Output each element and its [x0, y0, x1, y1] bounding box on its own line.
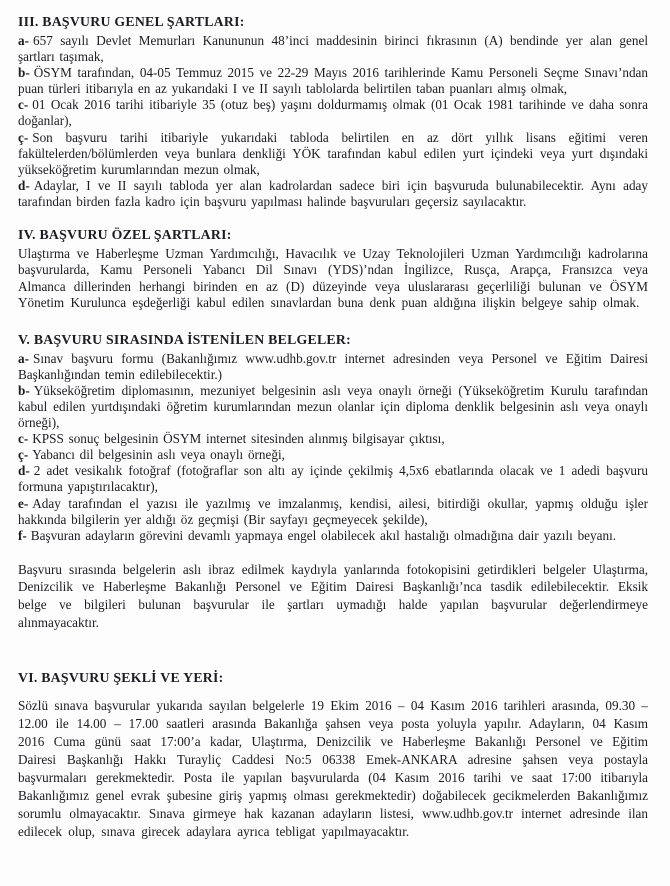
list-item: [18, 65, 648, 97]
item-text: Yabancı dil belgesinin aslı veya onaylı örneği,: [32, 447, 285, 463]
list-item: [18, 97, 648, 129]
list-item: [18, 528, 648, 544]
section-special-requirements: [18, 226, 648, 312]
section-application-method: [18, 669, 648, 841]
item-label: f-: [18, 527, 27, 543]
list-item: [18, 351, 648, 383]
section-5-heading: V. BAŞVURU SIRASINDA İSTENİLEN BELGELER:: [18, 331, 351, 347]
item-label: c-: [18, 431, 29, 447]
item-text: Başvuran adayların görevini devamlı yapmaya engel olabilecek akıl hastalığı olmadığına dair yazılı beyanı.: [30, 527, 617, 543]
item-label: d-: [18, 463, 30, 479]
item-text: Son başvuru tarihi itibariyle yukarıdaki tabloda belirtilen en az dört yıllık lisans eğitimi veren fakültelerden/bölümlerden veya bunlara denkliği YÖK tarafından kabul edilen yurt içindeki veya yurt dışındaki yükseköğretim kurumlarından mezun olmak,: [18, 129, 648, 177]
list-item: [18, 431, 648, 447]
item-text: Aday tarafından el yazısı ile yazılmış ve imzalanmış, kendisi, ailesi, bitirdiği okullar, yapmış olduğu işler hakkında bilgilerin yer aldığı öz geçmişi (Bir sayfayı geçmeyecek şekilde),: [18, 495, 648, 527]
section-3-heading: III. BAŞVURU GENEL ŞARTLARI:: [18, 14, 245, 29]
item-label: ç-: [18, 447, 29, 463]
item-text: KPSS sonuç belgesinin ÖSYM internet sitesinden alınmış bilgisayar çıktısı,: [32, 431, 445, 447]
item-label: b-: [18, 65, 30, 81]
list-item: [18, 130, 648, 178]
item-label: c-: [18, 97, 29, 113]
item-label: a-: [18, 350, 29, 366]
item-text: Sınav başvuru formu (Bakanlığımız www.udhb.gov.tr internet adresinden veya Personel ve Eğitim Dairesi Başkanlığından temin edilebilecektir.): [18, 350, 648, 382]
item-text: Adaylar, I ve II sayılı tabloda yer alan kadrolardan sadece biri için başvuruda bulunabilecektir. Aynı aday tarafından birden fazla kadro için başvuru yapılması halinde başvuruları geçersiz sayılacaktır.: [18, 177, 648, 209]
section-required-documents: [18, 331, 648, 632]
attestation-note: Başvuru sırasında belgelerin aslı ibraz edilmek kaydıyla yanlarında fotokopisini getirdikleri belgeler Ulaştırma, Denizcilik ve Haberleşme Bakanlığı Personel ve Eğitim Dairesi Başkanlığı’nca tasdik edilebilecektir. Eksik belge ve bilgileri bulunan başvurular ile şartları uymadığı halde yapılan başvurular değerlendirmeye alınmayacaktır.: [18, 561, 648, 630]
section-4-heading: IV. BAŞVURU ÖZEL ŞARTLARI:: [18, 227, 232, 243]
section-6-heading: VI. BAŞVURU ŞEKLİ VE YERİ:: [18, 670, 224, 686]
section-6-body: Sözlü sınava başvurular yukarıda sayılan belgelerle 19 Ekim 2016 – 04 Kasım 2016 tarihleri arasında, 09.30 – 12.00 ile 14.00 – 17.00 saatleri arasında Bakanlığa şahsen veya posta yoluyla yapılır. Adayların, 04 Kasım 2016 Cuma günü saat 17:00’a kadar, Ulaştırma, Denizcilik ve Haberleşme Bakanlığı Personel ve Eğitim Dairesi Başkanlığı Hakkı Turayliç Caddesi No:5 06338 Emek-ANKARA adresine şahsen veya postayla başvurmaları gerekmektedir. Posta ile yapılan başvurularda (04 Kasım 2016 tarihi ve saat 17:00 itibarıyla Bakanlığımız genel evrak şubesine giriş yapmış olması gerekmektedir) doğabilecek gecikmelerden Bakanlığımız sorumlu olmayacaktır. Sınava girmeye hak kazanan adayların listesi, www.udhb.gov.tr internet adresinde ilan edilecek olup, sınava girecek adaylara ayrıca tebligat yapılmayacaktır.: [18, 698, 648, 840]
list-item: [18, 447, 648, 463]
item-text: 2 adet vesikalık fotoğraf (fotoğraflar son altı ay içinde çekilmiş 4,5x6 ebatlarında olacak ve 1 adedi başvuru formuna yapıştırılacaktır),: [18, 463, 648, 495]
section-4-body: Ulaştırma ve Haberleşme Uzman Yardımcılığı, Havacılık ve Uzay Teknolojileri Uzman Yardımcılığı kadrolarına başvurularda, Kamu Personeli Yabancı Dil Sınavı (YDS)’ndan İngilizce, Rusça, Arapça, Fransızca veya Almanca dillerinden herhangi birinden en az (D) düzeyinde veya uluslararası geçerliliği bulunan ve ÖSYM Yönetim Kurulunca eşdeğerliği kabul edilen sınavlardan buna denk puan aldığına ilişkin belgeye sahip olmak.: [18, 246, 648, 311]
section-general-requirements: [18, 13, 648, 210]
item-text: 657 sayılı Devlet Memurları Kanununun 48’inci maddesinin birinci fıkrasının (A) bendinde yer alan genel şartları taşımak,: [18, 33, 648, 65]
item-text: Yükseköğretim diplomasının, mezuniyet belgesinin aslı veya onaylı örneği (Yükseköğretim Kurulu tarafından kabul edilen yurtdışındaki öğretim kurumlarından mezun olanlar için diploma denklik belgesinin aslı veya onaylı örneği),: [18, 382, 648, 431]
item-text: 01 Ocak 2016 tarihi itibariyle 35 (otuz beş) yaşını doldurmamış olmak (01 Ocak 1981 tarihinde ve daha sonra doğanlar),: [18, 97, 648, 129]
list-item: [18, 463, 648, 495]
item-label: a-: [18, 33, 29, 48]
item-label: e-: [18, 495, 29, 511]
list-item: [18, 178, 648, 210]
item-label: ç-: [18, 129, 29, 145]
item-label: d-: [18, 177, 30, 193]
list-item: [18, 33, 648, 65]
list-item: [18, 496, 648, 528]
item-label: b-: [18, 382, 30, 398]
item-text: ÖSYM tarafından, 04-05 Temmuz 2015 ve 22-29 Mayıs 2016 tarihlerinde Kamu Personeli Seçme Sınavı’ndan puan türleri itibarıyla en az yukarıdaki I ve II sayılı tablolarda belirtilen taban puanları almış olmak,: [18, 65, 648, 97]
list-item: [18, 383, 648, 431]
